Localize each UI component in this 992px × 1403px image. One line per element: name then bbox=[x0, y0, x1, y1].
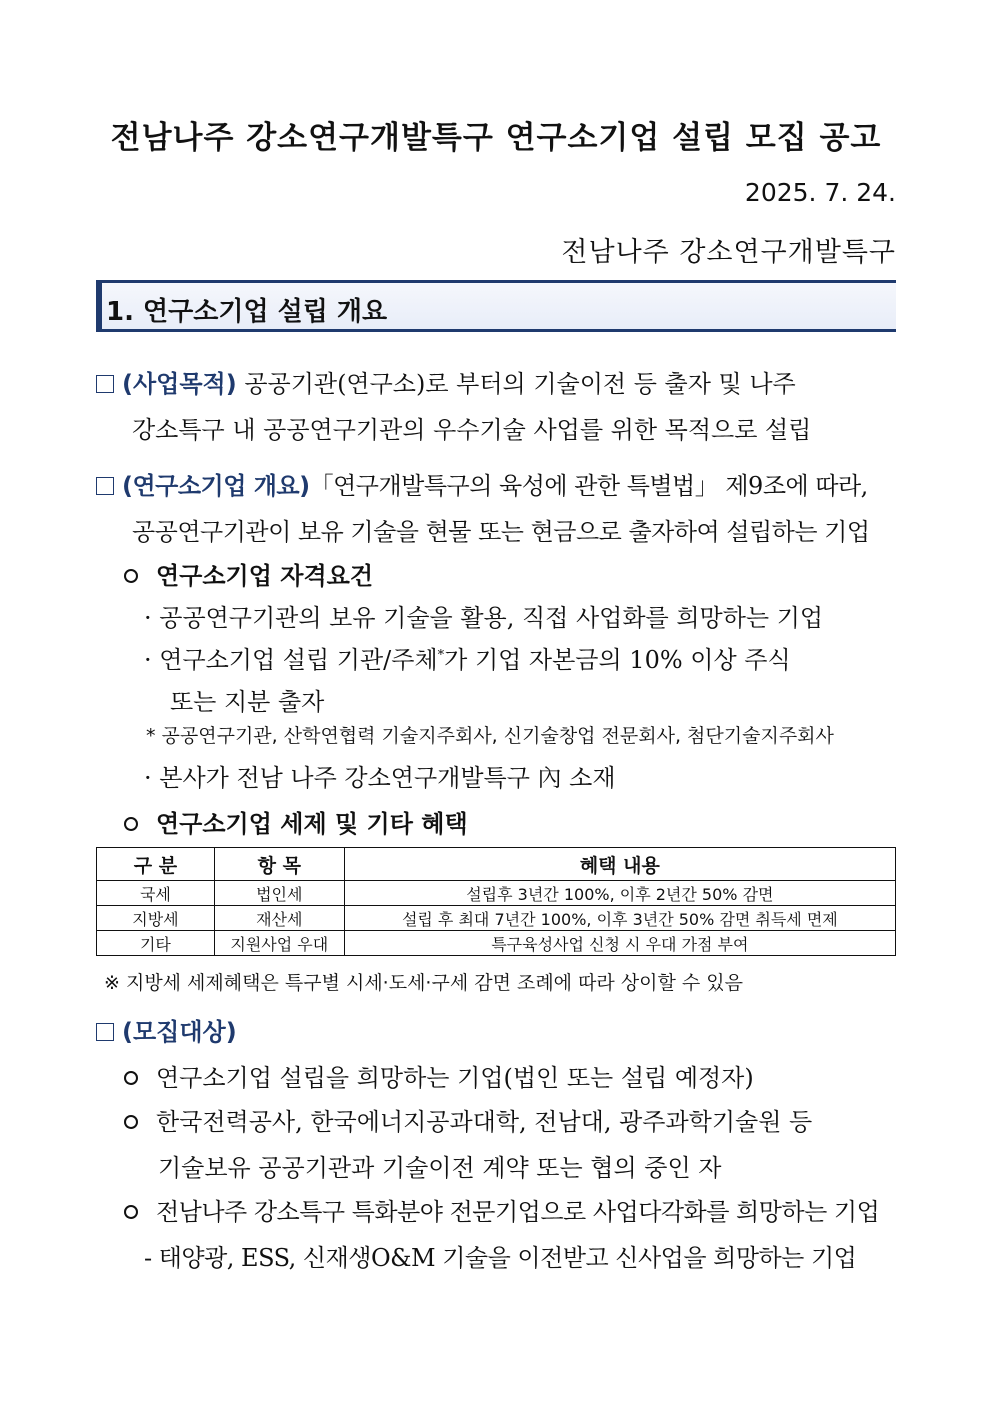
recruit-heading-row bbox=[96, 1012, 237, 1047]
checkbox-square-icon bbox=[96, 1023, 114, 1041]
announcement-date: 2025. 7. 24. bbox=[744, 178, 896, 207]
recruit-item-1: 연구소기업 설립을 희망하는 기업(법인 또는 설립 예정자) bbox=[156, 1064, 754, 1092]
recruit-item-3-sub: - 태양광, ESS, 신재생O&M 기술을 이전받고 신사업을 희망하는 기업 bbox=[144, 1244, 857, 1272]
section-heading-bar bbox=[96, 283, 102, 329]
checkbox-square-icon bbox=[96, 477, 114, 495]
overview-text-1: 「연구개발특구의 육성에 관한 특별법」 제9조에 따라, bbox=[309, 472, 868, 500]
benefits-heading: 연구소기업 세제 및 기타 혜택 bbox=[156, 810, 468, 838]
table-header-cell: 항 목 bbox=[214, 848, 344, 881]
qualification-item-3: · 본사가 전남 나주 강소연구개발특구 內 소재 bbox=[144, 764, 616, 792]
table-header-cell: 구 분 bbox=[97, 848, 215, 881]
table-row bbox=[97, 881, 896, 906]
qualification-item-1: · 공공연구기관의 보유 기술을 활용, 직접 사업화를 희망하는 기업 bbox=[144, 604, 824, 632]
overview-line1 bbox=[96, 466, 868, 501]
qualification-item-2-c: 또는 지분 출자 bbox=[170, 688, 325, 716]
table-cell: 설립후 3년간 100%, 이후 2년간 50% 감면 bbox=[344, 881, 895, 906]
overview-label: (연구소기업 개요) bbox=[122, 472, 310, 500]
section-heading: 1. 연구소기업 설립 개요 bbox=[106, 297, 388, 327]
table-header-row bbox=[97, 848, 896, 881]
benefits-note: ※ 지방세 세제혜택은 특구별 시세·도세·구세 감면 조례에 따라 상이할 수 있음 bbox=[104, 972, 744, 994]
circle-bullet-icon bbox=[124, 817, 138, 831]
qualification-footnote: * 공공연구기관, 산학연협력 기술지주회사, 신기술창업 전문회사, 첨단기술지주회사 bbox=[146, 725, 834, 747]
circle-bullet-icon bbox=[124, 1205, 138, 1219]
table-cell: 설립 후 최대 7년간 100%, 이후 3년간 50% 감면 취득세 면제 bbox=[344, 906, 895, 931]
recruit-item-1-row bbox=[124, 1058, 754, 1093]
qualification-item-2 bbox=[144, 640, 791, 675]
circle-bullet-icon bbox=[124, 1115, 138, 1129]
section-heading-box bbox=[96, 280, 896, 332]
table-row bbox=[97, 906, 896, 931]
recruit-item-2-row bbox=[124, 1102, 812, 1137]
recruit-item-2b: 기술보유 공공기관과 기술이전 계약 또는 협의 중인 자 bbox=[158, 1154, 722, 1182]
recruit-label: (모집대상) bbox=[122, 1018, 237, 1046]
purpose-label: (사업목적) bbox=[122, 370, 237, 398]
footnote-star: * bbox=[437, 648, 445, 663]
purpose-text-1: 공공기관(연구소)로 부터의 기술이전 등 출자 및 나주 bbox=[244, 370, 796, 398]
overview-text-2: 공공연구기관이 보유 기술을 현물 또는 현금으로 출자하여 설립하는 기업 bbox=[132, 518, 870, 546]
table-cell: 특구육성사업 신청 시 우대 가점 부여 bbox=[344, 931, 895, 956]
checkbox-square-icon bbox=[96, 375, 114, 393]
table-cell: 지방세 bbox=[97, 906, 215, 931]
organization-name: 전남나주 강소연구개발특구 bbox=[561, 237, 896, 268]
table-cell: 법인세 bbox=[214, 881, 344, 906]
benefits-heading-row bbox=[124, 804, 468, 839]
recruit-item-3: 전남나주 강소특구 특화분야 전문기업으로 사업다각화를 희망하는 기업 bbox=[156, 1198, 880, 1226]
table-header-cell: 혜택 내용 bbox=[344, 848, 895, 881]
table-cell: 지원사업 우대 bbox=[214, 931, 344, 956]
circle-bullet-icon bbox=[124, 1071, 138, 1085]
recruit-item-2a: 한국전력공사, 한국에너지공과대학, 전남대, 광주과학기술원 등 bbox=[156, 1108, 813, 1136]
table-cell: 국세 bbox=[97, 881, 215, 906]
purpose-line1 bbox=[96, 364, 796, 399]
recruit-item-3-row bbox=[124, 1192, 879, 1227]
table-cell: 기타 bbox=[97, 931, 215, 956]
qualification-heading-row bbox=[124, 556, 373, 591]
purpose-text-2: 강소특구 내 공공연구기관의 우수기술 사업를 위한 목적으로 설립 bbox=[132, 416, 812, 444]
table-row bbox=[97, 931, 896, 956]
benefits-table bbox=[96, 847, 896, 956]
qualification-item-2-a: · 연구소기업 설립 기관/주체 bbox=[144, 646, 438, 674]
qualification-item-2-b: 가 기업 자본금의 10% 이상 주식 bbox=[444, 646, 791, 674]
qualification-heading: 연구소기업 자격요건 bbox=[156, 562, 374, 590]
page-title: 전남나주 강소연구개발특구 연구소기업 설립 모집 공고 bbox=[110, 120, 882, 156]
circle-bullet-icon bbox=[124, 569, 138, 583]
table-cell: 재산세 bbox=[214, 906, 344, 931]
